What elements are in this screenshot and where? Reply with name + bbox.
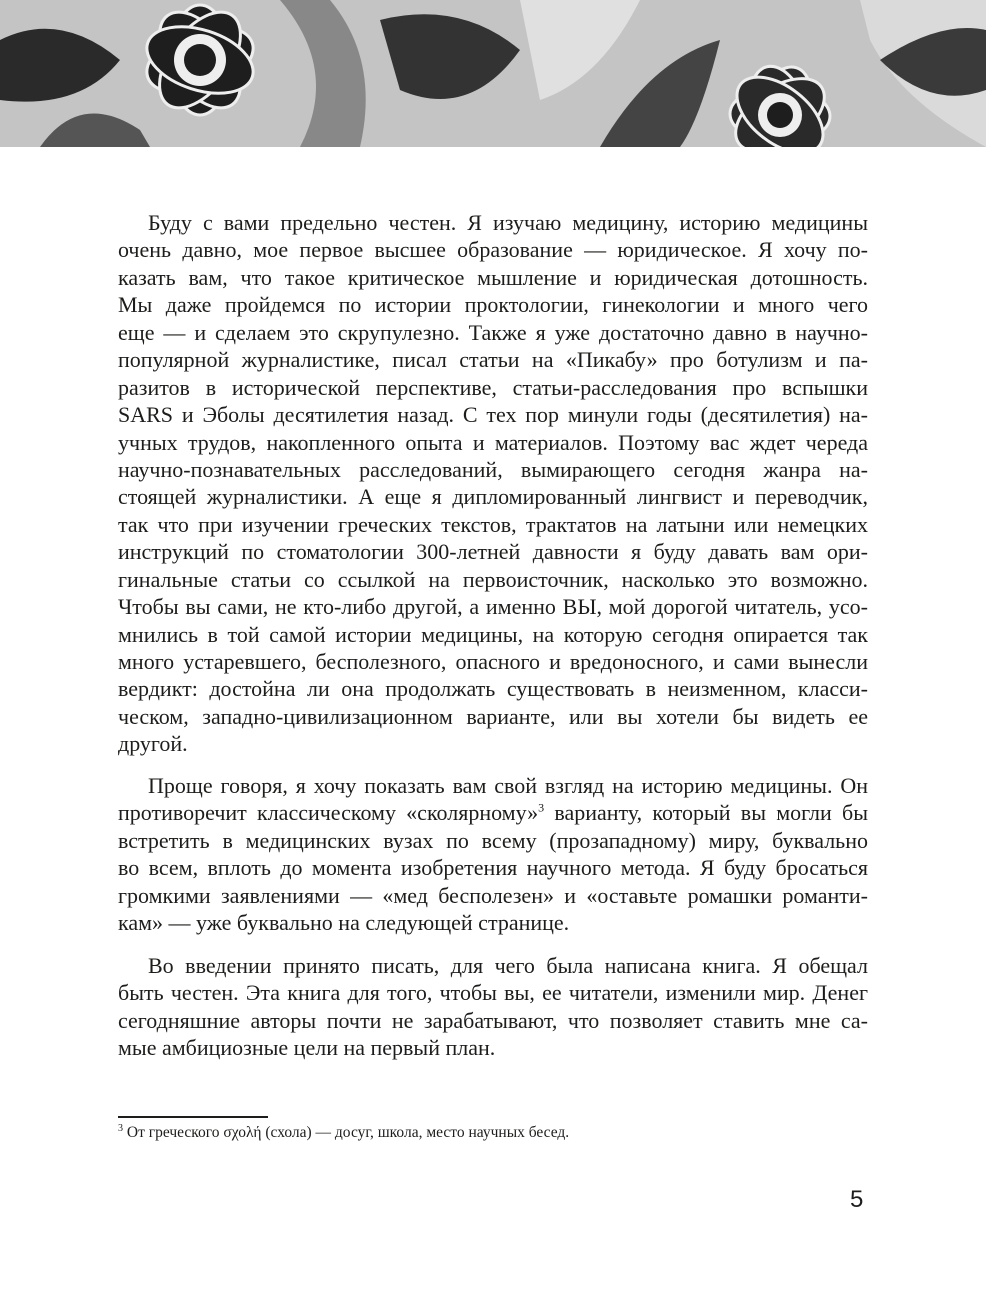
text-segment: варианту, который вы могли бы — [544, 800, 868, 826]
text-line: Буду с вами предельно честен. Я изучаю медицину, историю медицины — [148, 210, 868, 235]
floral-header-illustration — [0, 0, 986, 147]
text-line: так что при изучении греческих текстов, трактатов на латыни или немецких — [118, 511, 868, 537]
text-line: еще — и сделаем это скрупулезно. Также я уже достаточно давно в научно- — [118, 319, 868, 345]
text-line: мые амбициозные цели на первый план. — [118, 1035, 496, 1061]
text-line: учных трудов, накопленного опыта и материалов. Поэтому вас ждет череда — [118, 429, 868, 455]
text-line: казать вам, что такое критическое мышление и юридическая дотошность. — [118, 264, 868, 290]
text-line: очень давно, мое первое высшее образование — юридическое. Я хочу по- — [118, 237, 868, 263]
paragraph-3 — [118, 952, 868, 1062]
paragraph-1 — [118, 209, 868, 758]
text-segment: противоречит классическому «сколярному» — [118, 800, 539, 826]
text-line: другой. — [118, 731, 188, 757]
text-line: популярной журналистике, писал статьи на «Пикабу» про ботулизм и па- — [118, 347, 868, 373]
footnote — [118, 1124, 569, 1142]
text-line: SARS и Эболы десятилетия назад. С тех пор минули годы (десятилетия) на- — [118, 402, 868, 428]
text-line: встретить в медицинских вузах по всему (прозападному) миру, буквально — [118, 827, 868, 853]
text-line: научно-познавательных расследований, вымирающего сегодня жанра на- — [118, 456, 868, 482]
text-line: стоящей журналистики. А еще я дипломированный лингвист и переводчик, — [118, 484, 868, 510]
text-line: разитов в исторической перспективе, статьи-расследования про вспышки — [118, 374, 868, 400]
text-line: Во введении принято писать, для чего была написана книга. Я обещал — [148, 953, 868, 978]
text-line: громкими заявлениями — «мед бесполезен» и «оставьте ромашки романти- — [118, 882, 868, 908]
page-number: 5 — [850, 1186, 864, 1213]
text-line: Проще говоря, я хочу показать вам свой взгляд на историю медицины. Он — [148, 773, 868, 798]
text-line: быть честен. Эта книга для того, чтобы вы, ее читатели, изменили мир. Денег — [118, 980, 868, 1006]
footnote-divider — [118, 1116, 268, 1118]
text-line: Чтобы вы сами, не кто-либо другой, а именно ВЫ, мой дорогой читатель, усо- — [118, 594, 868, 620]
paragraph-2 — [118, 772, 868, 937]
text-line: много устаревшего, бесполезного, опасного и вредоносного, и сами вынесли — [118, 649, 868, 674]
footnote-text: От греческого σχολή (схола) — досуг, школа, место научных бесед. — [123, 1124, 570, 1141]
text-line: Мы даже пройдемся по истории проктологии, гинекологии и много чего — [118, 292, 868, 318]
footnote-reference[interactable]: 3 — [538, 801, 545, 816]
text-line: вердикт: достойна ли она продолжать существовать в неизменном, класси- — [118, 676, 868, 702]
footnote-number: 3 — [118, 1122, 123, 1134]
text-line: ческом, западно-цивилизационном варианте, или вы хотели бы видеть ее — [118, 703, 868, 729]
text-line: мнились в той самой истории медицины, на которую сегодня опирается так — [118, 621, 868, 647]
text-line: сегодняшние авторы почти не зарабатывают, что позволяет ставить мне са- — [118, 1007, 868, 1033]
text-line: гинальные статьи со ссылкой на первоисточник, насколько это возможно. — [118, 566, 868, 592]
text-line: кам» — уже буквально на следующей странице. — [118, 910, 570, 936]
text-line — [118, 799, 868, 826]
text-line: инструкций по стоматологии 300-летней давности я буду давать вам ори- — [118, 539, 868, 565]
text-line: во всем, вплоть до момента изобретения научного метода. Я буду бросаться — [118, 855, 868, 881]
